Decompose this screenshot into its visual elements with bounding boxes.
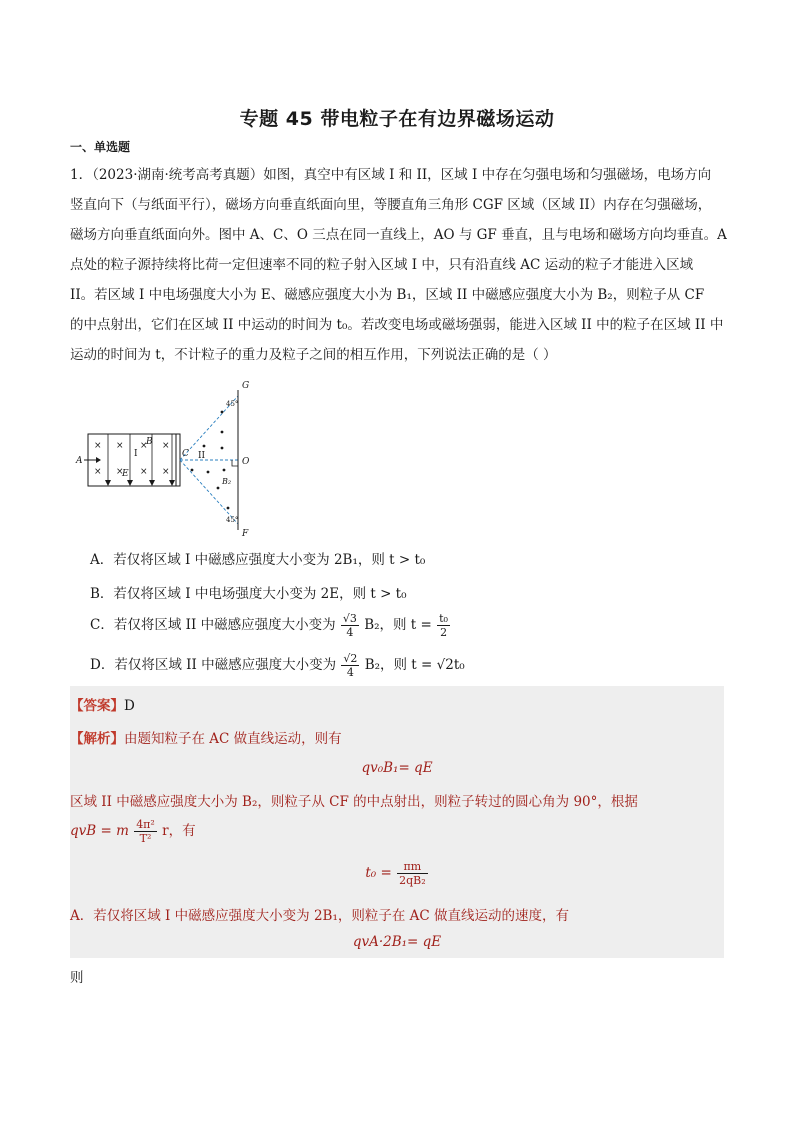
label-o: O <box>242 457 250 467</box>
magnetic-field-crosses <box>94 441 170 477</box>
right-angle-mark <box>232 460 238 466</box>
physics-diagram <box>72 376 272 536</box>
analysis-line-5: 则 <box>70 970 84 986</box>
equation-3: t₀ = $\frac{\pi m}{\text{2qB₂}}$ <box>365 860 426 887</box>
stem-line: 磁场方向垂直纸面向外。图中 A、C、O 三点在同一直线上，AO 与 GF 垂直，且与电场和磁场方向均垂直。A <box>70 227 727 243</box>
svg-text:×: × <box>162 441 170 451</box>
section-heading: 一、单选题 <box>70 140 131 154</box>
option-c: C．若仅将区域 II 中磁感应强度大小变为 $\frac{√3}{4}$ B₂，则 t = $\frac{\text{t₀}}{2}$ <box>90 612 448 639</box>
option-d: D．若仅将区域 II 中磁感应强度大小变为 $\frac{√2}{4}$ B₂，则 t = √2t₀ <box>90 652 465 679</box>
label-e: E <box>122 469 129 479</box>
equation-1: qv₀B₁= qE <box>361 760 433 776</box>
arrowhead-icon <box>96 457 101 463</box>
answer-line: 【答案】D <box>70 698 135 714</box>
label-region-1: I <box>134 449 138 459</box>
stem-line: 竖直向下（与纸面平行），磁场方向垂直纸面向里，等腰直角三角形 CGF 区域（区域 II）内存在匀强磁场， <box>70 197 712 213</box>
label-g: G <box>242 381 250 391</box>
fraction: $\frac{√3}{4}$ <box>342 612 357 639</box>
field-arrowheads <box>105 480 175 486</box>
label-f: F <box>242 529 249 536</box>
svg-text:×: × <box>140 441 148 451</box>
stem-line: 运动的时间为 t，不计粒子的重力及粒子之间的相互作用，下列说法正确的是（ ） <box>70 347 557 363</box>
angle-bottom-label: 45° <box>226 516 239 524</box>
fraction: $\frac{\text{t₀}}{2}$ <box>439 612 448 639</box>
label-a: A <box>76 456 83 466</box>
svg-text:×: × <box>94 441 102 451</box>
answer-value: D <box>124 698 135 714</box>
label-c: C <box>182 449 189 459</box>
fraction: $\frac{√2}{4}$ <box>343 652 358 679</box>
label-b: B <box>146 437 153 447</box>
svg-text:×: × <box>116 467 124 477</box>
stem-line: 点处的粒子源持续将比荷一定但速率不同的粒子射入区域 I 中，只有沿直线 AC 运动的粒子才能进入区域 <box>70 257 694 273</box>
stem-line: II。若区域 I 中电场强度大小为 E、磁感应强度大小为 B₁，区域 II 中磁感应强度大小为 B₂，则粒子从 CF <box>70 287 705 303</box>
stem-line: 1．（2023·湖南·统考高考真题）如图，真空中有区域 I 和 II，区域 I 中存在匀强电场和匀强磁场，电场方向 <box>70 167 712 183</box>
angle-top-label: 45° <box>226 400 239 408</box>
analysis-line-2: 区域 II 中磁感应强度大小为 B₂，则粒子从 CF 的中点射出，则粒子转过的圆心角为 90°，根据 <box>70 794 638 810</box>
svg-text:×: × <box>140 467 148 477</box>
page-title: 专题 45 带电粒子在有边界磁场运动 <box>239 108 555 130</box>
analysis-intro: 【解析】由题知粒子在 AC 做直线运动，则有 <box>70 731 342 747</box>
equation-4: qvA·2B₁= qE <box>352 934 442 950</box>
label-b2: B₂ <box>222 477 232 486</box>
option-a: A．若仅将区域 I 中磁感应强度大小变为 2B₁，则 t > t₀ <box>90 552 426 568</box>
svg-text:×: × <box>116 441 124 451</box>
stem-line: 的中点射出，它们在区域 II 中运动的时间为 t₀。若改变电场或磁场强弱，能进入区域 II 中的粒子在区域 II 中 <box>70 317 724 333</box>
label-region-2: II <box>198 451 206 461</box>
analysis-line-4: A．若仅将区域 I 中磁感应强度大小变为 2B₁，则粒子在 AC 做直线运动的速度，有 <box>70 908 570 924</box>
question-stem <box>70 160 730 370</box>
fraction: $\frac{\text{4π²}}{\text{T²}}$ <box>136 818 155 845</box>
svg-text:×: × <box>94 467 102 477</box>
barrier-wall <box>176 434 180 486</box>
option-b: B．若仅将区域 I 中电场强度大小变为 2E，则 t > t₀ <box>90 586 407 602</box>
fraction: $\frac{\pi m}{\text{2qB₂}}$ <box>399 860 426 887</box>
region-2-triangle <box>180 396 238 524</box>
equation-2: qvB = m $\frac{\text{4π²}}{\text{T²}}$ r，有 <box>70 818 196 845</box>
svg-text:×: × <box>162 467 170 477</box>
